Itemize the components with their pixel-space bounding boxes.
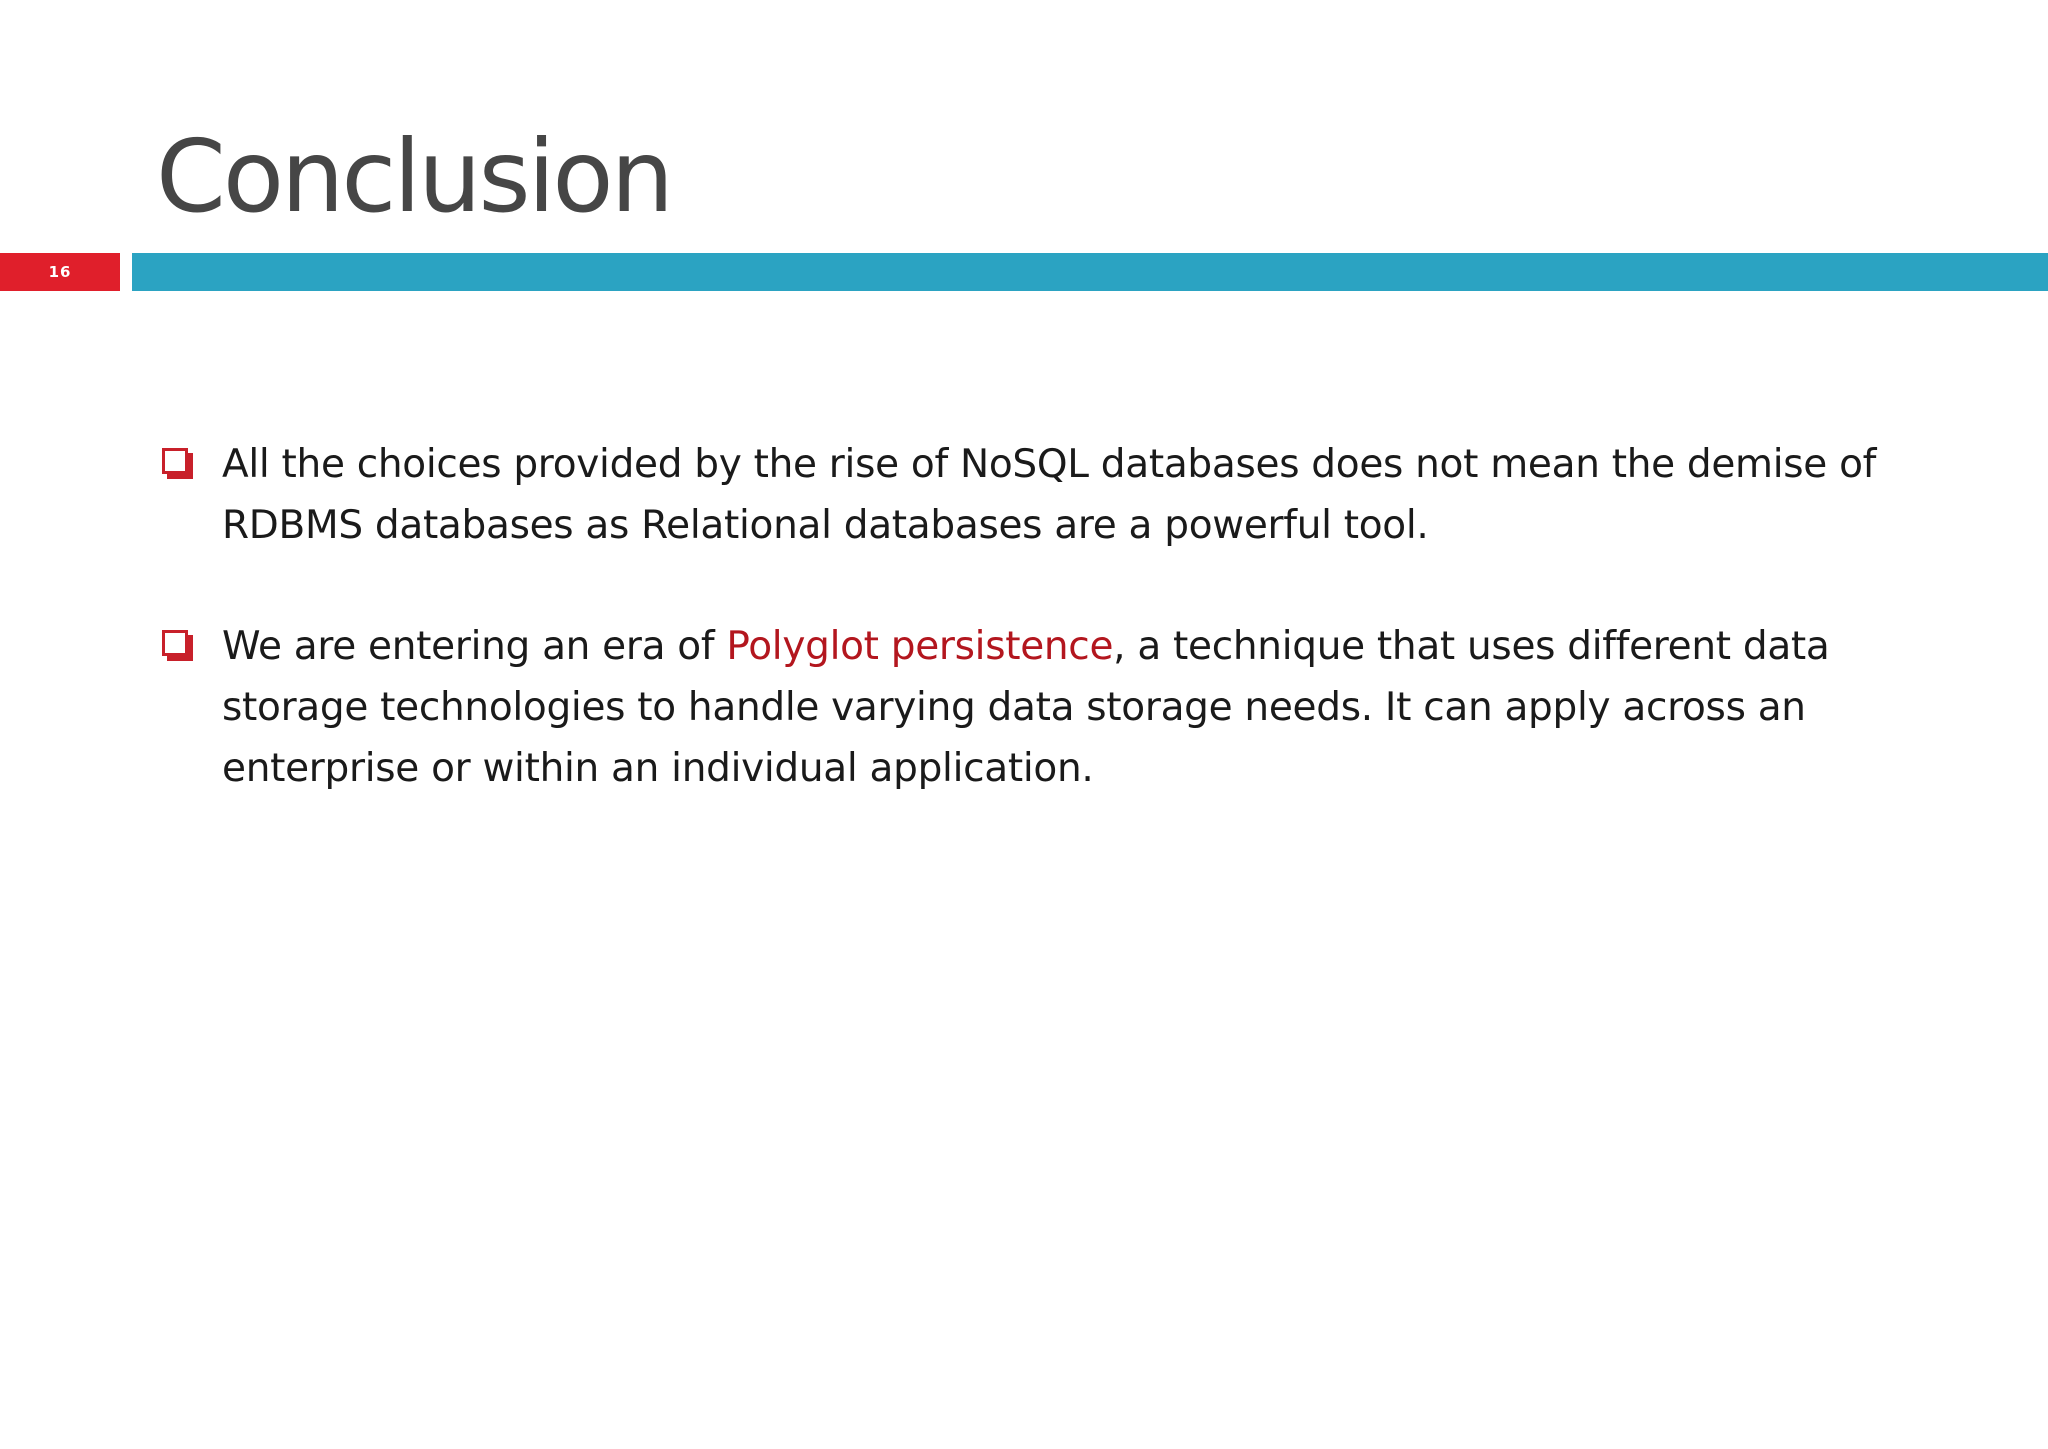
slide-number-bar [0, 253, 120, 291]
slide-title: Conclusion [156, 118, 671, 235]
square-bullet-icon [162, 630, 188, 656]
bullet-item [156, 434, 1956, 556]
bullet-text-after: , a technique that uses different data storage technologies to handle varying data storage needs. It can apply across an enterprise or within an individual application. [222, 624, 1830, 791]
bullet-list [156, 434, 1956, 859]
slide-number: 16 [48, 263, 72, 281]
bullet-item [156, 616, 1956, 799]
bullet-text-before: We are entering an era of [222, 624, 727, 669]
highlighted-term: Polyglot persistence [726, 624, 1114, 669]
title-accent-bar [132, 253, 2048, 291]
square-bullet-icon [162, 448, 188, 474]
bullet-text: All the choices provided by the rise of NoSQL databases does not mean the demise of RDBMS databases as Relational databases are a powerful tool. [222, 442, 1877, 548]
